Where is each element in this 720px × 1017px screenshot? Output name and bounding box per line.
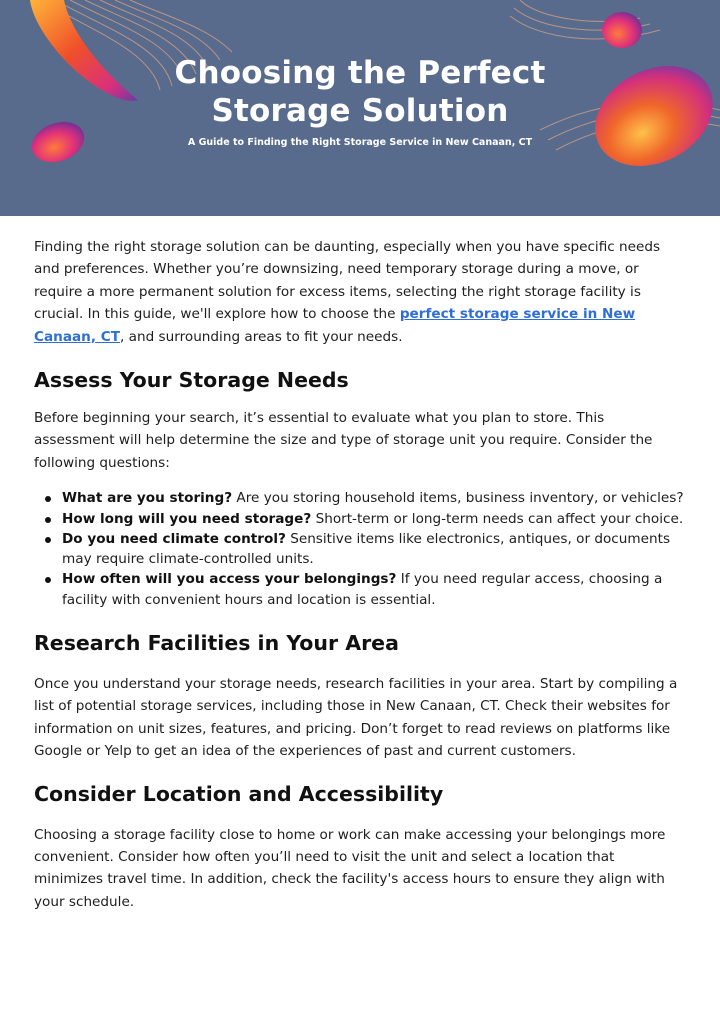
list-item-text: If you need regular access, choosing a facility with convenient hours and location is essential. <box>62 571 663 608</box>
title-line-1: Choosing the Perfect <box>174 55 546 91</box>
section-heading-assess: Assess Your Storage Needs <box>34 368 349 393</box>
questions-list <box>34 488 686 610</box>
list-item-bold: What are you storing? <box>62 490 233 507</box>
list-item-bold: How long will you need storage? <box>62 510 312 527</box>
list-item <box>34 488 686 508</box>
list-item-text: Sensitive items like electronics, antiques, or documents may require climate-controlled units. <box>62 530 671 568</box>
article-body <box>34 236 686 913</box>
section-body-research: Once you understand your storage needs, research facilities in your area. Start by compiling a list of potential storage services, including those in New Canaan, CT. Check their websites for information on unit sizes, features, and pricing. Don’t forget to read reviews on platforms like Google or Yelp to get an idea of the experiences of past and current customers. <box>34 676 678 760</box>
title-line-2: Storage Solution <box>211 93 509 129</box>
list-item <box>34 569 686 610</box>
page-subtitle: A Guide to Finding the Right Storage Service in New Canaan, CT <box>187 137 533 148</box>
bullet-icon <box>45 577 51 583</box>
list-item-text: Short-term or long-term needs can affect your choice. <box>311 510 684 527</box>
bullet-icon <box>45 496 51 502</box>
section-heading-research: Research Facilities in Your Area <box>34 631 399 656</box>
bullet-icon <box>45 537 51 543</box>
list-item <box>34 509 686 529</box>
storage-service-link[interactable]: perfect storage service in New Canaan, CT <box>34 306 636 345</box>
list-item-text: Are you storing household items, business inventory, or vehicles? <box>232 490 684 507</box>
list-item <box>34 529 686 570</box>
bullet-icon <box>45 517 51 523</box>
intro-text-before: Finding the right storage solution can be daunting, especially when you have specific needs and preferences. Whether you’re downsizing, need temporary storage during a move, or require a more permanent solution for excess items, selecting the right storage facility is crucial. In this guide, we'll explore how to choose the <box>34 239 661 323</box>
page-title <box>0 54 720 130</box>
section-body-location: Choosing a storage facility close to home or work can make accessing your belongings more convenient. Consider how often you’ll need to visit the unit and select a location that minimizes travel time. In addition, check the facility's access hours to ensure they align with your schedule. <box>34 826 666 910</box>
intro-paragraph <box>34 236 686 348</box>
orb-small-top-right <box>602 12 642 48</box>
section-body-assess: Before beginning your search, it’s essential to evaluate what you plan to store. This assessment will help determine the size and type of storage unit you require. Consider the following questions: <box>34 410 653 471</box>
section-heading-location: Consider Location and Accessibility <box>34 781 444 806</box>
list-item-bold: How often will you access your belongings? <box>62 571 397 588</box>
intro-text-after: , and surrounding areas to fit your needs. <box>120 328 403 345</box>
list-item-bold: Do you need climate control? <box>62 530 286 547</box>
header-banner <box>0 0 720 216</box>
